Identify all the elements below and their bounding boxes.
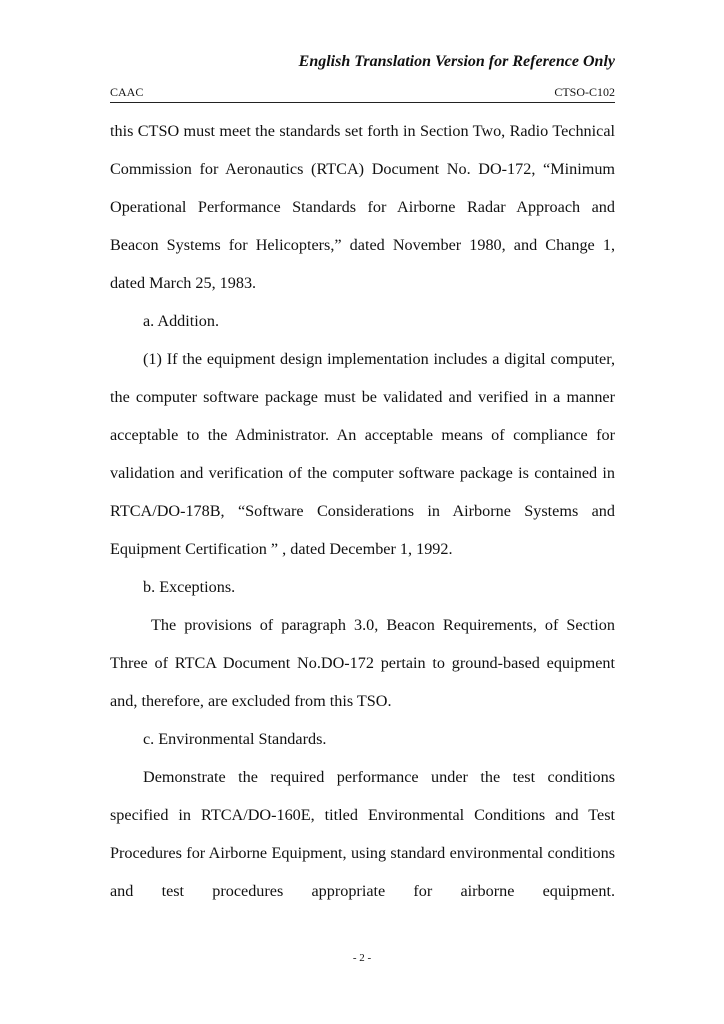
heading-addition: a. Addition. — [143, 312, 219, 330]
running-header — [110, 85, 615, 103]
heading-exceptions: b. Exceptions. — [143, 578, 236, 596]
heading-environmental-standards: c. Environmental Standards. — [143, 730, 327, 748]
header-organization: CAAC — [110, 85, 144, 99]
translation-banner: English Translation Version for Reference Only — [298, 53, 615, 70]
page-number: - 2 - — [352, 952, 372, 964]
paragraph-software: (1) If the equipment design implementation includes a digital computer, the computer software package must be validated and verified in a manner acceptable to the Administrator. An acceptable means of compliance for validation and verification of the computer software package is contained in RTCA/DO-178B, “Software Considerations in Airborne Systems and Equipment Certification ” , dated December 1, 1992. — [110, 350, 615, 558]
header-document-id: CTSO-C102 — [554, 85, 615, 99]
document-body — [110, 112, 615, 910]
paragraph-requirements: this CTSO must meet the standards set forth in Section Two, Radio Technical Commission for Aeronautics (RTCA) Document No. DO-172, “Minimum Operational Performance Standards for Airborne Radar Approach and Beacon Systems for Helicopters,” dated November 1980, and Change 1, dated March 25, 1983. — [110, 122, 615, 292]
paragraph-environmental: Demonstrate the required performance under the test conditions specified in RTCA/DO-160E, titled Environmental Conditions and Test Procedures for Airborne Equipment, using standard environmental conditions and test procedures appropriate for airborne equipment. — [110, 768, 615, 900]
paragraph-exceptions: The provisions of paragraph 3.0, Beacon Requirements, of Section Three of RTCA Document No.DO-172 pertain to ground-based equipment and, therefore, are excluded from this TSO. — [110, 616, 615, 710]
